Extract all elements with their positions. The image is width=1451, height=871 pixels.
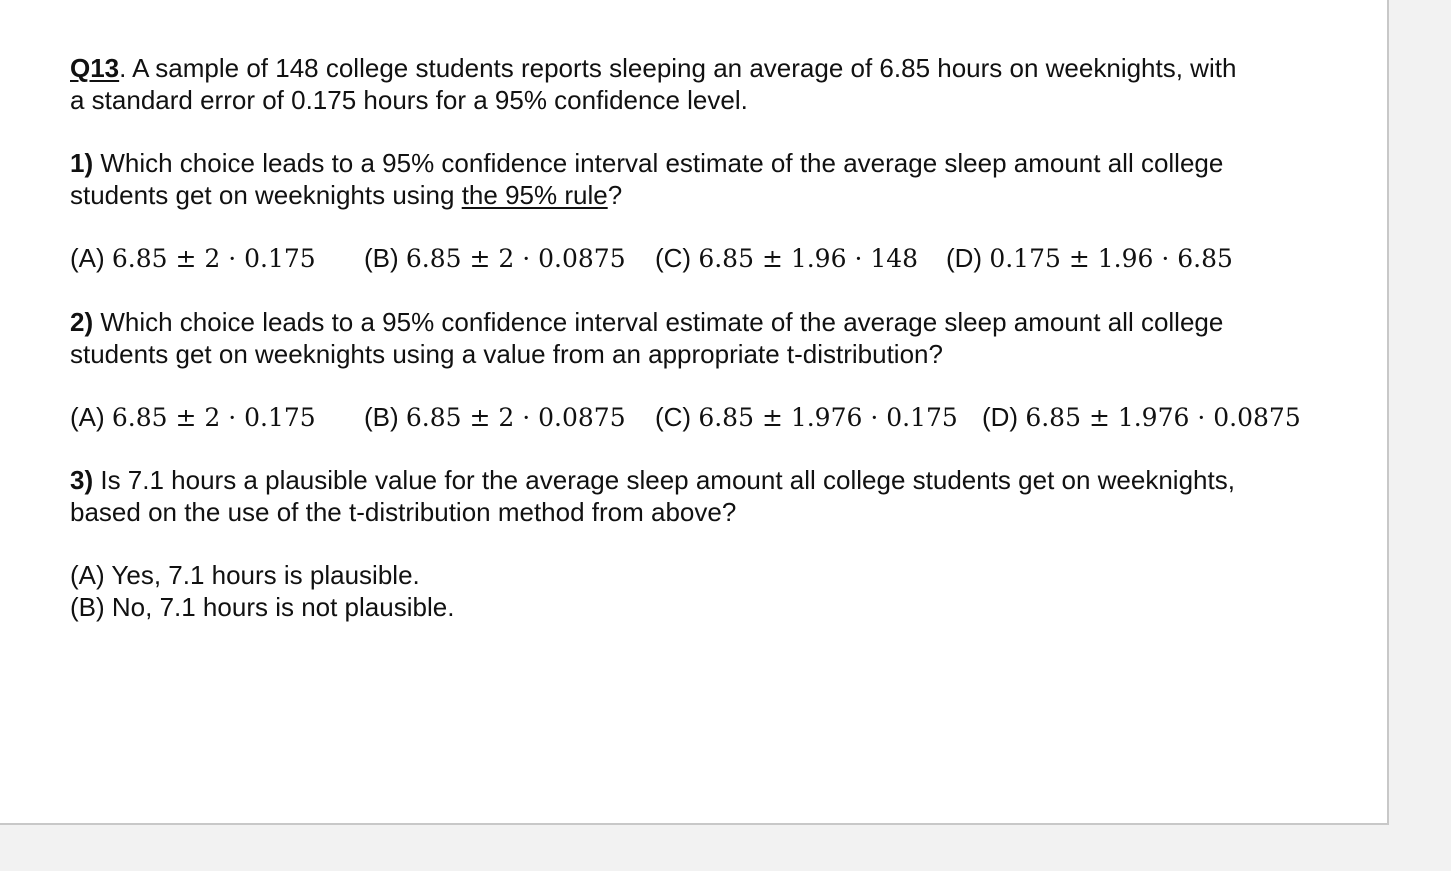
part-1-choice-d: (D) 0.175 ± 1.96 · 6.85 [946, 243, 1233, 273]
part-1-choice-a: (A) 6.85 ± 2 · 0.175 [70, 243, 316, 273]
part-2-choice-a: (A) 6.85 ± 2 · 0.175 [70, 402, 316, 432]
part-2-choice-c: (C) 6.85 ± 1.976 · 0.175 [655, 402, 958, 432]
part-3-question [70, 465, 1235, 528]
part-1-choice-b: (B) 6.85 ± 2 · 0.0875 [364, 243, 626, 273]
part-1-line-2-post: ? [607, 179, 623, 210]
part-3-line-1: Is 7.1 hours a plausible value for the average sleep amount all college students get on weeknights, [93, 465, 1235, 495]
part-2-question [70, 307, 1223, 370]
part-3-number: 3) [70, 465, 94, 495]
question-intro-line-2: a standard error of 0.175 hours for a 95% confidence level. [70, 84, 748, 115]
part-1-choice-c: (C) 6.85 ± 1.96 · 148 [655, 243, 919, 273]
question-label: Q13 [70, 53, 120, 83]
part-1-number: 1) [70, 148, 94, 178]
part-1-question [70, 148, 1223, 211]
part-3-answers [70, 560, 454, 623]
question-intro [70, 53, 1236, 116]
part-1-line-1: Which choice leads to a 95% confidence interval estimate of the average sleep amount all college [93, 148, 1224, 178]
part-2-line-2: students get on weeknights using a value from an appropriate t-distribution? [70, 338, 943, 369]
part-3-answer-a: (A) Yes, 7.1 hours is plausible. [70, 560, 420, 590]
question-intro-line-1: . A sample of 148 college students reports sleeping an average of 6.85 hours on weeknights, with [119, 53, 1237, 83]
part-3-line-2: based on the use of the t-distribution method from above? [70, 496, 737, 527]
part-3-answer-b: (B) No, 7.1 hours is not plausible. [70, 591, 455, 622]
part-2-choice-b: (B) 6.85 ± 2 · 0.0875 [364, 402, 626, 432]
part-2-choice-d: (D) 6.85 ± 1.976 · 0.0875 [982, 402, 1301, 432]
part-1-underlined-phrase: the 95% rule [461, 179, 608, 210]
part-2-line-1: Which choice leads to a 95% confidence interval estimate of the average sleep amount all college [93, 307, 1224, 337]
part-1-line-2-pre: students get on weeknights using [70, 179, 462, 210]
part-2-number: 2) [70, 307, 94, 337]
